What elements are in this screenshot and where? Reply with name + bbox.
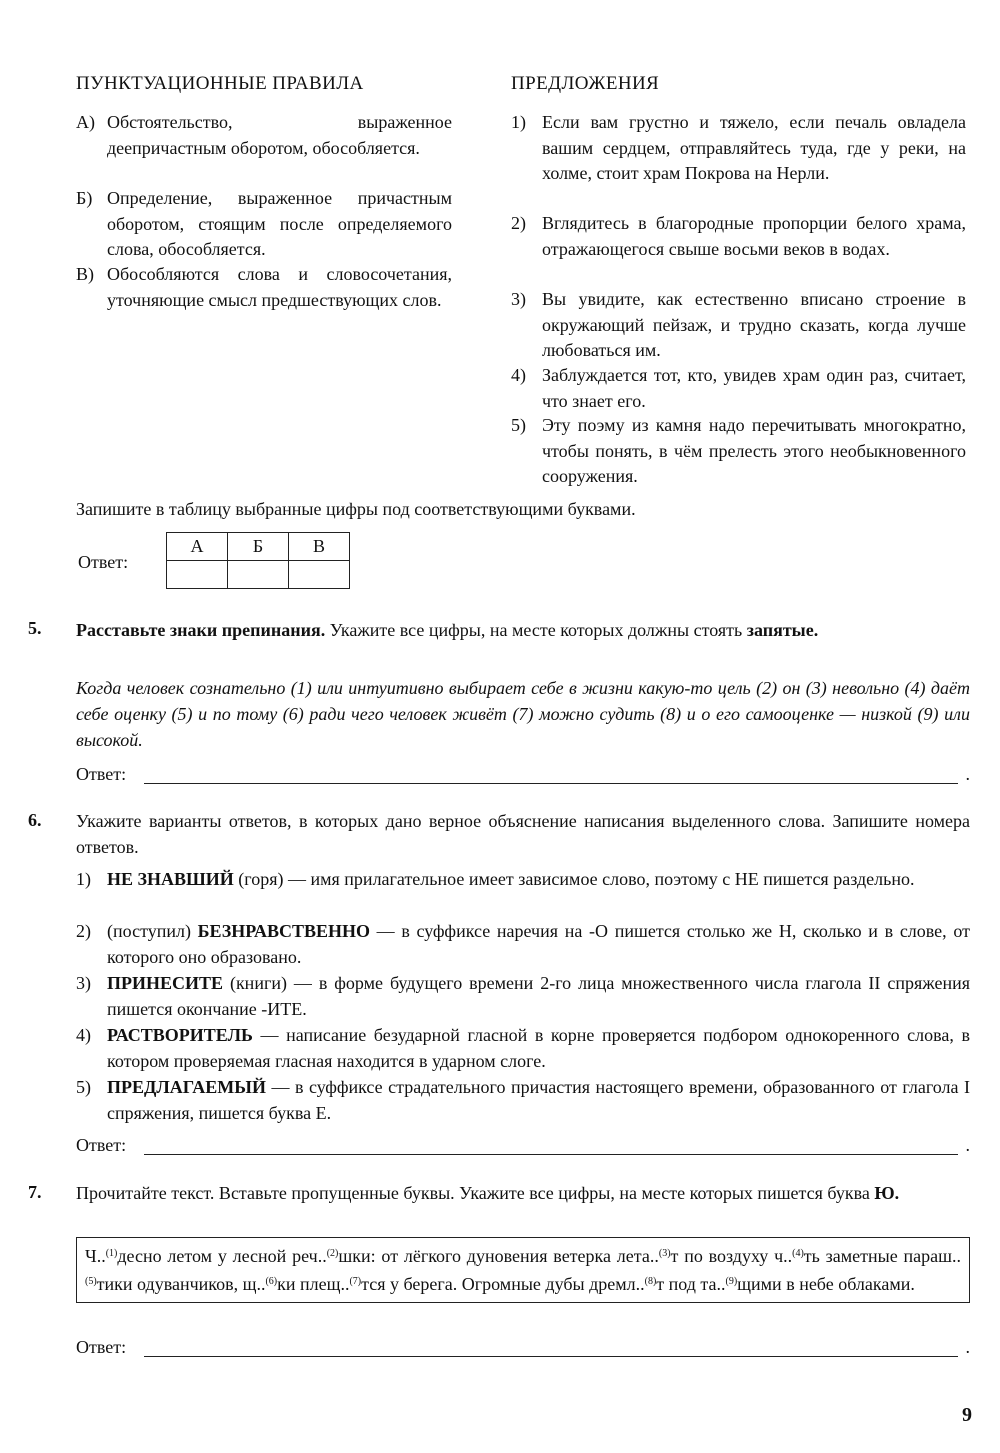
answer-table-header: А [167, 533, 228, 561]
table-instruction: Запишите в таблицу выбранные цифры под соответствующими буквами. [76, 499, 636, 519]
answer-cell-a[interactable] [167, 561, 228, 589]
option-label: 1) [76, 869, 91, 889]
rule-text: Обособляются слова и словосочетания, уточняющие смысл предшествующих слов. [107, 264, 452, 310]
option-word: ПРИНЕСИТЕ [107, 973, 224, 993]
question-6-number: 6. [28, 810, 42, 830]
option-word: НЕ ЗНАВШИЙ [107, 869, 234, 889]
passage-fragment: т по воздуху ч.. [670, 1246, 793, 1266]
rule-a [76, 110, 452, 161]
answer-cell-b[interactable] [228, 561, 289, 589]
question-6-option-2 [76, 918, 970, 970]
sentence-4 [511, 363, 966, 414]
option-label: 3) [76, 973, 91, 993]
question-7-answer [76, 1337, 970, 1361]
question-6-option-4 [76, 1022, 970, 1074]
passage-fragment: тся у берега. Огромные дубы дремл.. [361, 1274, 645, 1294]
rule-text: Определение, выраженное причастным оборотом, стоящим после определяемого слова, обособляется. [107, 188, 452, 259]
option-pre: (поступил) [107, 921, 198, 941]
option-post: — в суффиксе наречия на -О пишется столько же Н, сколько и в слове, от которого оно образовано. [107, 921, 970, 967]
rule-v [76, 262, 452, 313]
passage-fragment: щими в небе облаками. [737, 1274, 915, 1294]
option-word: БЕЗНРАВСТВЕННО [197, 921, 370, 941]
gap-number: (7) [349, 1276, 362, 1287]
question-7-number: 7. [28, 1182, 42, 1202]
sentence-text: Если вам грустно и тяжело, если печаль овладела вашим сердцем, отправляйтесь туда, где у реки, на холме, стоит храм Покрова на Нерли. [542, 112, 966, 183]
question-6-answer [76, 1135, 970, 1159]
question-7-prompt [76, 1180, 970, 1206]
sentence-5 [511, 413, 966, 490]
question-5-number: 5. [28, 618, 42, 638]
sentence-label: 5) [511, 415, 526, 435]
answer-label: Ответ: [78, 552, 129, 572]
gap-number: (5) [85, 1276, 97, 1287]
option-word: ПРЕДЛАГАЕМЫЙ [107, 1077, 266, 1097]
question-5-bold2: запятые. [746, 620, 819, 640]
rule-label: Б) [76, 188, 93, 208]
answer-line[interactable] [144, 783, 958, 784]
sentence-1 [511, 110, 966, 187]
answer-label: Ответ: [76, 764, 127, 784]
passage-fragment: шки: от лёгкого дуновения ветерка лета.. [338, 1246, 659, 1266]
answer-cell-v[interactable] [289, 561, 350, 589]
gap-number: (1) [105, 1248, 118, 1259]
answer-dot: . [965, 1135, 970, 1155]
question-5-prompt [76, 617, 970, 643]
answer-label: Ответ: [76, 1337, 127, 1357]
answer-dot: . [965, 764, 970, 784]
answer-dot: . [965, 1337, 970, 1357]
gap-number: (2) [326, 1248, 339, 1259]
page-number: 9 [962, 1404, 972, 1426]
sentence-text: Вы увидите, как естественно вписано строение в окружающий пейзаж, и трудно сказать, когда лучше любоваться им. [542, 289, 966, 360]
answer-table-header-row [167, 533, 350, 561]
answer-label: Ответ: [76, 1135, 127, 1155]
gap-number: (6) [265, 1276, 278, 1287]
question-7-bold: Ю. [874, 1183, 900, 1203]
answer-table-header: В [289, 533, 350, 561]
sentence-2 [511, 211, 966, 262]
passage-fragment: ть заметные параш.. [803, 1246, 962, 1266]
passage-fragment: т под та.. [656, 1274, 726, 1294]
gap-number: (9) [725, 1276, 738, 1287]
question-5-bold: Расставьте знаки препинания. [76, 620, 326, 640]
question-5-answer [76, 764, 970, 788]
answer-line[interactable] [144, 1154, 958, 1155]
option-post: (книги) — в форме будущего времени 2-го лица множественного числа глагола II спряжения пишется окончание -ИТЕ. [107, 973, 970, 1019]
gap-number: (4) [792, 1248, 804, 1259]
sentences-heading: ПРЕДЛОЖЕНИЯ [511, 73, 660, 94]
option-post: — написание безударной гласной в корне проверяется подбором однокоренного слова, в котором проверяемая гласная находится в ударном слоге. [107, 1025, 970, 1071]
option-post: — в суффиксе страдательного причастия настоящего времени, образованного от глагола I спряжения, пишется буква Е. [107, 1077, 970, 1123]
answer-line[interactable] [144, 1356, 958, 1357]
answer-table-input-row [167, 561, 350, 589]
option-label: 2) [76, 921, 91, 941]
rule-label: В) [76, 264, 94, 284]
passage-fragment: десно летом у лесной реч.. [117, 1246, 327, 1266]
question-7-text: Прочитайте текст. Вставьте пропущенные буквы. Укажите все цифры, на месте которых пишется буква [76, 1183, 875, 1203]
sentence-label: 1) [511, 112, 526, 132]
sentence-text: Вглядитесь в благородные пропорции белого храма, отражающегося свыше восьми веков в водах. [542, 213, 966, 259]
rules-heading: ПУНКТУАЦИОННЫЕ ПРАВИЛА [76, 73, 364, 94]
question-5-text: Укажите все цифры, на месте которых должны стоять [325, 620, 747, 640]
question-6-option-3 [76, 970, 970, 1022]
passage-fragment: Ч.. [85, 1246, 106, 1266]
sentence-text: Эту поэму из камня надо перечитывать многократно, чтобы понять, в чём прелесть этого необыкновенного сооружения. [542, 415, 966, 486]
sentence-3 [511, 287, 966, 364]
sentence-text: Заблуждается тот, кто, увидев храм один раз, считает, что знает его. [542, 365, 966, 411]
question-5-passage: Когда человек сознательно (1) или интуитивно выбирает себе в жизни какую-то цель (2) он (3) невольно (4) даёт себе оценку (5) и по тому (6) ради чего человек живёт (7) можно судить (8) и о его самооценке — низкой (9) или высокой. [76, 678, 970, 750]
gap-number: (3) [658, 1248, 671, 1259]
rule-label: А) [76, 112, 95, 132]
gap-number: (8) [644, 1276, 657, 1287]
sentence-label: 2) [511, 213, 526, 233]
option-word: РАСТВОРИТЕЛЬ [107, 1025, 253, 1045]
question-6-option-5 [76, 1074, 970, 1126]
passage-fragment: ки плещ.. [277, 1274, 350, 1294]
rule-b [76, 186, 452, 263]
question-6-prompt: Укажите варианты ответов, в которых дано верное объяснение написания выделенного слова. Запишите номера ответов. [76, 811, 970, 857]
question-7-passage-box [76, 1237, 970, 1303]
answer-table-header: Б [228, 533, 289, 561]
answer-table [166, 532, 350, 589]
option-label: 5) [76, 1077, 91, 1097]
rule-text: Обстоятельство, выраженное деепричастным оборотом, обособляется. [107, 112, 452, 158]
question-6-option-1 [76, 866, 970, 892]
sentence-label: 3) [511, 289, 526, 309]
sentence-label: 4) [511, 365, 526, 385]
option-post: (горя) — имя прилагательное имеет зависимое слово, поэтому с НЕ пишется раздельно. [233, 869, 915, 889]
option-label: 4) [76, 1025, 91, 1045]
passage-fragment: тики одуванчиков, щ.. [96, 1274, 266, 1294]
